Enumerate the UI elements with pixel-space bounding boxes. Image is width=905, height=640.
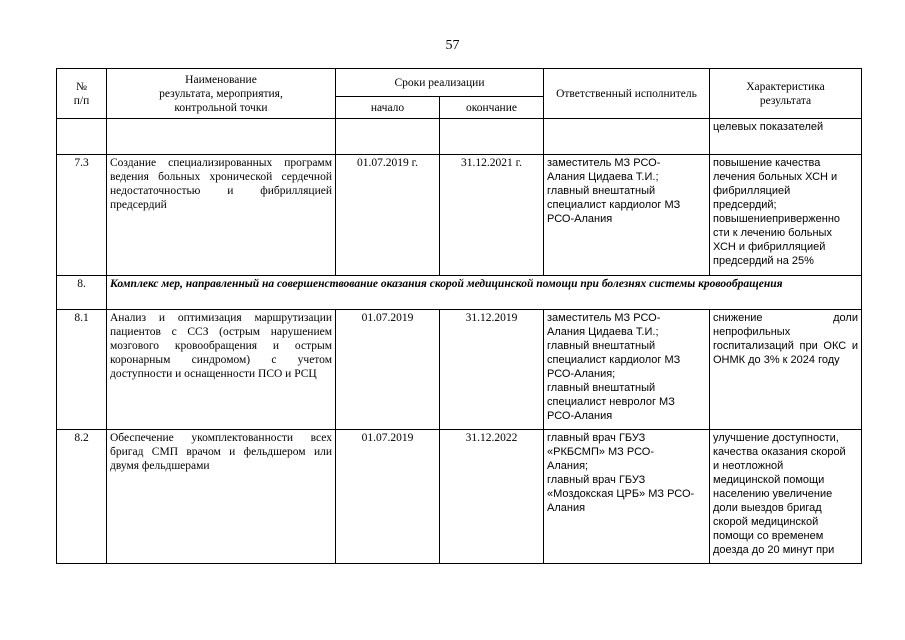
responsible-cell: заместитель МЗ РСО- Алания Цидаева Т.И.; главный внештатный специалист кардиолог МЗ РСО-Алания; главный внештатный специалист невролог МЗ РСО-Алания (544, 310, 710, 430)
result-cell: снижение доли непрофильных госпитализаций при ОКС и ОНМК до 3% к 2024 году (710, 310, 862, 430)
header-start: начало (336, 97, 440, 119)
row-number: 8.1 (57, 310, 107, 430)
measure-name: Создание специализированных программ ведения больных хронической сердечной недостаточностью и фибрилляцией предсердий (107, 155, 336, 276)
table-row-section-8 (57, 276, 862, 310)
measure-name: Обеспечение укомплектованности всех бригад СМП врачом и фельдшером или двумя фельдшерами (107, 430, 336, 564)
row-number: 8.2 (57, 430, 107, 564)
result-cell: повышение качества лечения больных ХСН и фибрилляцией предсердий; повышениеприверженно сти к лечению больных ХСН и фибрилляцией предсердий на 25% (710, 155, 862, 276)
header-name: Наименование результата, мероприятия, контрольной точки (107, 69, 336, 119)
responsible-cell: заместитель МЗ РСО- Алания Цидаева Т.И.; главный внештатный специалист кардиолог МЗ РСО-Алания (544, 155, 710, 276)
header-num: № п/п (57, 69, 107, 119)
table-row-8-1 (57, 310, 862, 430)
table-row-continuation (57, 119, 862, 155)
result-cell: улучшение доступности, качества оказания скорой и неотложной медицинской помощи населению увеличение доли выездов бригад скорой медицинской помощи со временем доезда до 20 минут при (710, 430, 862, 564)
table-row-7-3 (57, 155, 862, 276)
page-number: 57 (445, 38, 460, 53)
row-number: 7.3 (57, 155, 107, 276)
header-end: окончание (440, 97, 544, 119)
responsible-cell: главный врач ГБУЗ «РКБСМП» МЗ РСО- Алания; главный врач ГБУЗ «Моздокская ЦРБ» МЗ РСО- Алания (544, 430, 710, 564)
end-date: 31.12.2019 (440, 310, 544, 430)
section-title: Комплекс мер, направленный на совершенствование оказания скорой медицинской помощи при болезнях системы кровообращения (107, 276, 862, 310)
table-row-8-2 (57, 430, 862, 564)
end-date: 31.12.2022 (440, 430, 544, 564)
plan-table (56, 68, 862, 564)
result-cell: целевых показателей (710, 119, 862, 155)
start-date: 01.07.2019 г. (336, 155, 440, 276)
header-result: Характеристика результата (710, 69, 862, 119)
start-date: 01.07.2019 (336, 430, 440, 564)
header-responsible: Ответственный исполнитель (544, 69, 710, 119)
measure-name: Анализ и оптимизация маршрутизации пациентов с ССЗ (острым нарушением мозгового кровообращения и острым коронарным синдромом) с учетом доступности и оснащенности ПСО и РСЦ (107, 310, 336, 430)
row-number: 8. (57, 276, 107, 310)
end-date: 31.12.2021 г. (440, 155, 544, 276)
header-terms: Сроки реализации (336, 69, 544, 97)
start-date: 01.07.2019 (336, 310, 440, 430)
